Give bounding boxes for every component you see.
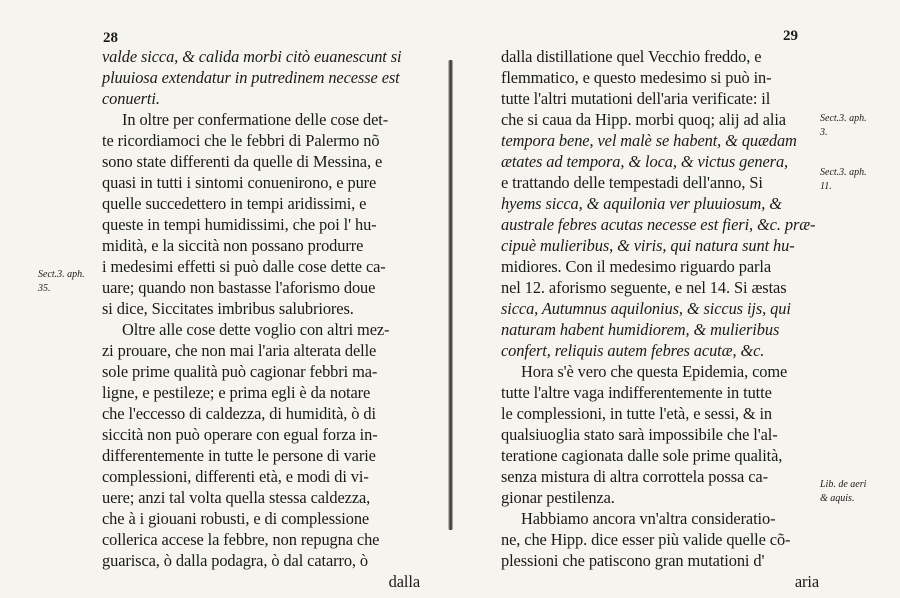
text-line: collerica accese la febbre, non repugna che (102, 530, 380, 549)
margin-note-left-1 (38, 268, 85, 296)
text-line: che à i giouani robusti, e di complessione (102, 509, 370, 528)
text-line: tutte l'altri mutationi dell'aria verificate: il (501, 89, 771, 108)
text-line: quelle succedettero in tempi aridissimi, e (102, 194, 367, 213)
right-page (453, 0, 900, 598)
catchword: aria (794, 572, 819, 591)
text-line: In oltre per confermatione delle cose det- (122, 110, 389, 129)
text-line: Oltre alle cose dette voglio con altri mez- (122, 320, 390, 339)
text-line: quasi in tutti i sintomi conuenirono, e pure (102, 173, 377, 192)
text-line: differentemente in tutte le persone di varie (102, 446, 376, 465)
text-line: conuerti. (102, 89, 160, 108)
text-line: zi prouare, che non mai l'aria alterata delle (102, 341, 377, 360)
text-line: tempora bene, vel malè se habent, & quædam (501, 131, 797, 150)
text-line: flemmatico, e questo medesimo si può in- (501, 68, 772, 87)
text-line: le complessioni, in tutte l'età, e sessi, & in (501, 404, 773, 423)
right-page-number: 29 (783, 28, 798, 44)
left-page-number: 28 (103, 30, 118, 46)
text-line: valde sicca, & calida morbi citò euanescunt si (102, 47, 402, 66)
margin-note-right-2 (820, 166, 867, 194)
text-line: uare; quando non bastasse l'aforismo doue (102, 278, 376, 297)
left-page-text (102, 46, 432, 592)
text-line: dalla distillatione quel Vecchio freddo, e (501, 47, 762, 66)
text-line: sole prime qualità può cagionar febbri ma- (102, 362, 378, 381)
text-line: Habbiamo ancora vn'altra consideratio- (521, 509, 776, 528)
text-line: i medesimi effetti si può dalle cose dette ca- (102, 257, 386, 276)
text-line: sono state differenti da quelle di Messina, e (102, 152, 383, 171)
text-line: e trattando delle tempestadi dell'anno, Si (501, 173, 763, 192)
margin-note-line: Lib. de aeri (820, 479, 867, 490)
margin-note-line: 11. (820, 181, 832, 192)
text-line: gionar pestilenza. (501, 488, 615, 507)
text-line: hyems sicca, & aquilonia ver pluuiosum, & (501, 194, 782, 213)
margin-note-line: 35. (38, 283, 51, 294)
margin-note-line: & aquis. (820, 493, 855, 504)
text-line: midiores. Con il medesimo riguardo parla (501, 257, 772, 276)
text-line: uere; anzi tal volta quella stessa caldezza, (102, 488, 371, 507)
text-line: guarisca, ò dalla podagra, ò dal catarro, ò (102, 551, 369, 570)
margin-note-right-3 (820, 478, 866, 506)
text-line: australe febres acutas necesse est fieri, &c. præ- (501, 215, 816, 234)
text-line: plessioni che patiscono gran mutationi d' (501, 551, 765, 570)
margin-note-line: Sect.3. aph. (820, 113, 867, 124)
text-line: senza mistura di altra corrottela possa ca- (501, 467, 768, 486)
right-page-text (501, 46, 831, 592)
text-line: tutte l'altre vaga indifferentemente in tutte (501, 383, 772, 402)
margin-note-right-1 (820, 112, 867, 140)
text-line: pluuiosa extendatur in putredinem necesse est (102, 68, 400, 87)
catchword: dalla (388, 572, 420, 591)
text-line: nel 12. aforismo seguente, e nel 14. Si æstas (501, 278, 787, 297)
text-line: siccità non può operare con egual forza in- (102, 425, 378, 444)
text-line: ætates ad tempora, & loca, & victus genera, (501, 152, 789, 171)
text-line: te ricordiamoci che le febbri di Palermo nõ (102, 131, 380, 150)
text-line: naturam habent humidiorem, & mulieribus (501, 320, 780, 339)
text-line: che si caua da Hipp. morbi quoq; alij ad alia (501, 110, 786, 129)
text-line: complessioni, differenti età, e modi di vi- (102, 467, 369, 486)
margin-note-line: Sect.3. aph. (38, 269, 85, 280)
text-line: ligne, e pestileze; e prima egli è da notare (102, 383, 371, 402)
text-line: che l'eccesso di caldezza, di humidità, ò di (102, 404, 376, 423)
text-line: cipuè mulieribus, & viris, qui natura sunt hu- (501, 236, 795, 255)
text-line: Hora s'è vero che questa Epidemia, come (521, 362, 788, 381)
margin-note-line: Sect.3. aph. (820, 167, 867, 178)
text-line: teratione cagionata dalle sole prime qualità, (501, 446, 783, 465)
text-line: midità, e la siccità non possano produrre (102, 236, 364, 255)
margin-note-line: 3. (820, 127, 828, 138)
text-line: sicca, Autumnus aquilonius, & siccus ijs, qui (501, 299, 791, 318)
text-line: confert, reliquis autem febres acutæ, &c. (501, 341, 765, 360)
left-page (0, 0, 448, 598)
text-line: queste in tempi humidissimi, che poi l' hu- (102, 215, 377, 234)
text-line: si dice, Siccitates imbribus salubriores. (102, 299, 354, 318)
text-line: qualsiuoglia stato sarà impossibile che l'al- (501, 425, 778, 444)
text-line: ne, che Hipp. dice esser più valide quelle cõ- (501, 530, 791, 549)
